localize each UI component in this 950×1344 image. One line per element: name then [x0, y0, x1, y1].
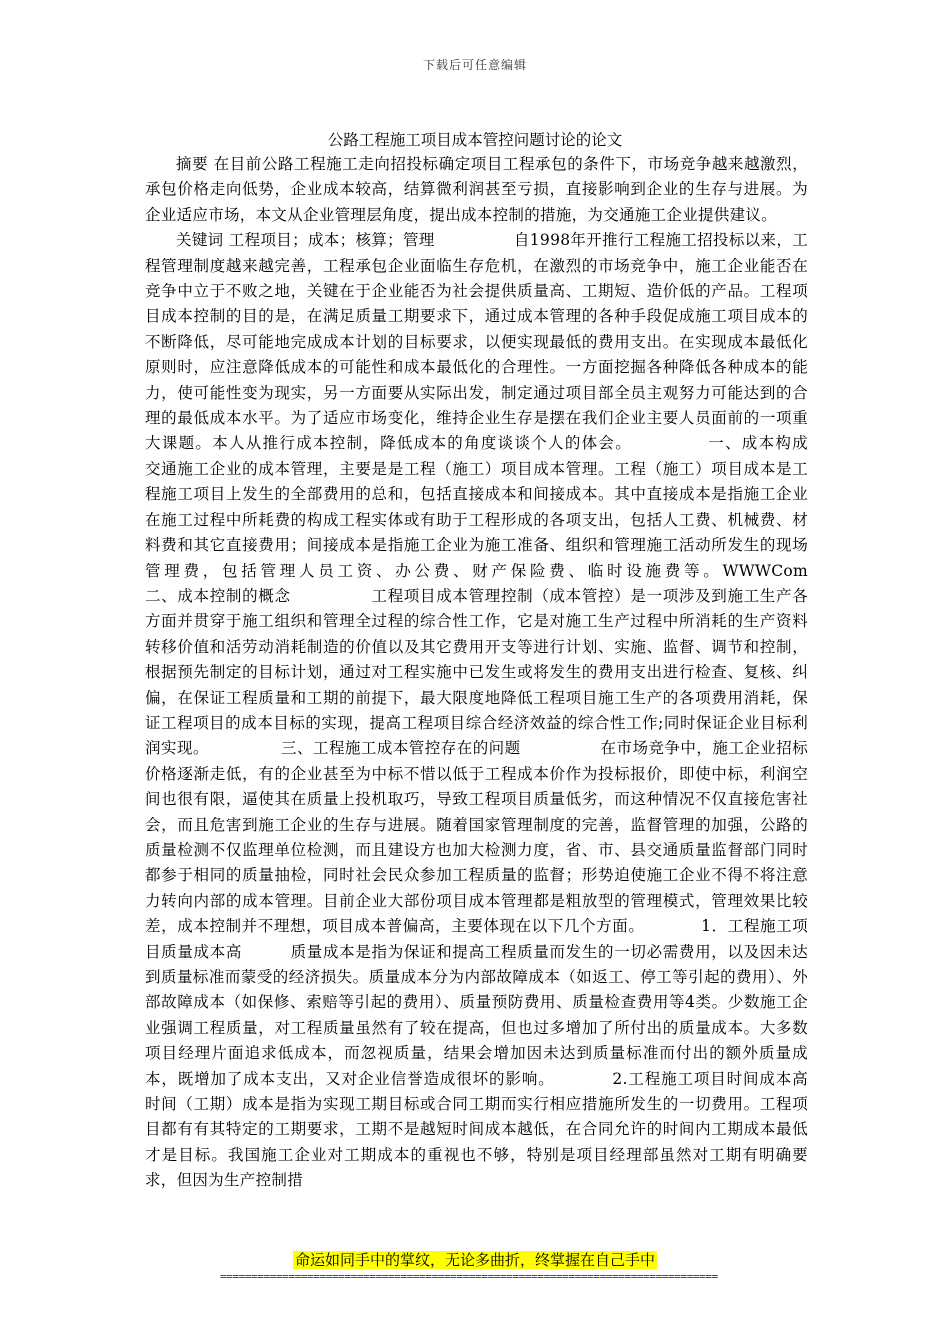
main-paragraph: 关键词 工程项目；成本；核算；管理 自1998年开推行工程施工招投标以来，工程管理制度越来越完善，工程承包企业面临生存危机，在激烈的市场竞争中，施工企业能否在竞争中立于不败之地，关键在于企业能否为社会提供质量高、工期短、造价低的产品。工程项目成本控制的目的是，在满足质量工期要求下，通过成本管理的各种手段促成施工项目成本的不断降低，尽可能地完成成本计划的目标要求，以便实现最低的费用支出。在实现成本最低化原则时，应注意降低成本的可能性和成本最低化的合理性。一方面挖掘各种降低各种成本的能力，使可能性变为现实，另一方面要从实际出发，制定通过项目部全员主观努力可能达到的合理的最低成本水平。为了适应市场变化，维持企业生存是摆在我们企业主要人员面前的一项重大课题。本人从推行成本控制，降低成本的角度谈谈个人的体会。 一、成本构成 交通施工企业的成本管理，主要是是工程（施工）项目成本管理。工程（施工）项目成本是工程施工项目上发生的全部费用的总和，包括直接成本和间接成本。其中直接成本是指施工企业在施工过程中所耗费的构成工程实体或有助于工程形成的各项支出，包括人工费、机械费、材料费和其它直接费用；间接成本是指施工企业为施工准备、组织和管理施工活动所发生的现场管理费，包括管理人员工资、办公费、财产保险费、临时设施费等。WWWCom 二、成本控制的概念 工程项目成本管理控制（成本管控）是一项涉及到施工生产各方面并贯穿于施工组织和管理全过程的综合性工作，它是对施工生产过程中所消耗的生产资料转移价值和活劳动消耗制造的价值以及其它费用开支等进行计划、实施、监督、调节和控制，根据预先制定的目标计划，通过对工程实施中已发生或将发生的费用支出进行检查、复核、纠偏，在保证工程质量和工期的前提下，最大限度地降低工程项目施工生产的各项费用消耗，保证工程项目的成本目标的实现，提高工程项目综合经济效益的综合性工作;同时保证企业目标利润实现。 三、工程施工成本管控存在的问题 在市场竞争中，施工企业招标价格逐渐走低，有的企业甚至为中标不惜以低于工程成本价作为投标报价，即使中标，利润空间也很有限，逼使其在质量上投机取巧，导致工程项目质量低劣，而这种情况不仅直接危害社会，而且危害到施工企业的生存与进展。随着国家管理制度的完善，监督管理的加强，公路的质量检测不仅监理单位检测，而且建设方也加大检测力度，省、市、县交通质量监督部门同时都参于相同的质量抽检，同时社会民众参加工程质量的监督；形势迫使施工企业不得不将注意力转向内部的成本管理。目前企业大部份项目成本管理都是粗放型的管理模式，管理效果比较差，成本控制并不理想，项目成本普偏高，主要体现在以下几个方面。 1．工程施工项目质量成本高 质量成本是指为保证和提高工程质量而发生的一切必需费用，以及因未达到质量标准而蒙受的经济损失。质量成本分为内部故障成本（如返工、停工等引起的费用）、外部故障成本（如保修、索赔等引起的费用）、质量预防费用、质量检查费用等4类。少数施工企业强调工程质量，对工程质量虽然有了较在提高，但也过多增加了所付出的质量成本。大多数项目经理片面追求低成本，而忽视质量，结果会增加因未达到质量标准而付出的额外质量成本，既增加了成本支出，又对企业信誉造成很坏的影响。 2.工程施工项目时间成本高 时间（工期）成本是指为实现工期目标或合同工期而实行相应措施所发生的一切费用。工程项目都有有其特定的工期要求，工期不是越短时间成本越低，在合同允许的时间内工期成本最低才是目标。我国施工企业对工期成本的重视也不够，特别是项目经理部虽然对工期有明确要求，但因为生产控制措: [145, 231, 888, 1190]
footer-motto: [0, 1249, 950, 1270]
document-body: [145, 152, 888, 1194]
page-header-note: 下载后可任意编辑: [422, 58, 527, 72]
abstract-paragraph: 摘要 在目前公路工程施工走向招投标确定项目工程承包的条件下，市场竞争越来越激烈，承包价格走向低势，企业成本较高，结算微利润甚至亏损，直接影响到企业的生存与进展。为企业适应市场，本文从企业管理层角度，提出成本控制的措施，为交通施工企业提供建议。: [145, 155, 808, 224]
document-title: 公路工程施工项目成本管控问题讨论的论文: [327, 131, 623, 149]
footer-divider: ================================================================================: [220, 1270, 718, 1283]
footer-motto-text: 命运如同手中的掌纹，无论多曲折，终掌握在自己手中: [294, 1251, 655, 1269]
